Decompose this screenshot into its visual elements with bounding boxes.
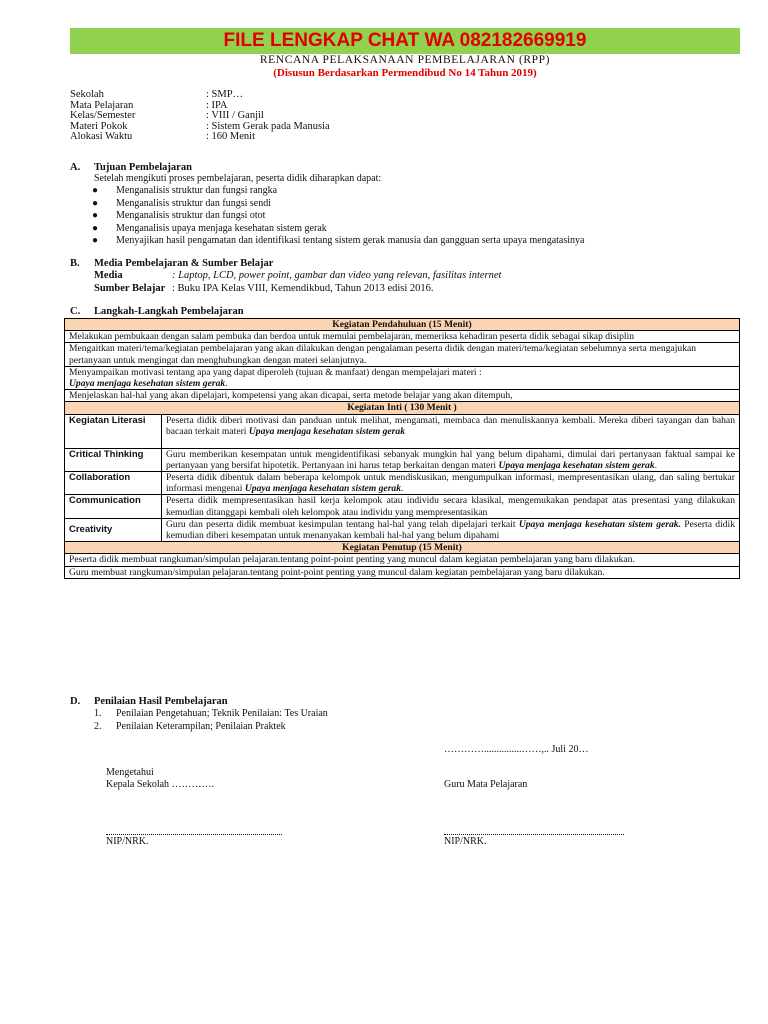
info-row: [70, 90, 330, 101]
table-row: Guru membuat rangkuman/simpulan pelajaran.tentang point-point penting yang muncul dalam kegiatan pembelajaran yang baru dilakukan.: [65, 566, 740, 578]
list-item: ● Menganalisis upaya menjaga kesehatan sistem gerak: [92, 222, 327, 234]
section-d-heading: [70, 696, 228, 707]
table-cell: Peserta didik dibentuk dalam beberapa kelompok untuk mendiskusikan, mengumpulkan informasi, mempresentasikan ulang, dan saling bertukar informasi mengenai Upaya menjaga kesehatan sistem gerak.: [162, 472, 740, 495]
page-title: RENCANA PELAKSANAAN PEMBELAJARAN (RPP): [259, 54, 551, 66]
row-label: Communication: [65, 495, 162, 518]
assessment-list: [94, 708, 328, 733]
bullet-icon: ●: [92, 210, 99, 222]
table-row: Peserta didik membuat rangkuman/simpulan pelajaran.tentang point-point penting yang muncul dalam kegiatan pembelajaran yang baru dilakukan.: [65, 554, 740, 566]
info-row: [70, 132, 330, 143]
info-value: : 160 Menit: [206, 131, 255, 142]
info-value: : SMP…: [206, 89, 244, 100]
table-header-inti: Kegiatan Inti ( 130 Menit ): [65, 402, 740, 414]
info-row: [70, 111, 330, 122]
list-item: ● Menganalisis struktur dan fungsi sendi: [92, 197, 271, 209]
date-line: …………...............……,.. Juli 20…: [444, 744, 589, 755]
row-label: Critical Thinking: [65, 448, 162, 471]
guru-label: Guru Mata Pelajaran: [444, 779, 528, 790]
list-item: 1. Penilaian Pengetahuan; Teknik Penilaian: Tes Uraian: [94, 708, 328, 719]
list-item: ● Menganalisis struktur dan fungsi rangka: [92, 185, 278, 196]
table-row: Menyampaikan motivasi tentang apa yang dapat diperoleh (tujuan & manfaat) dengan mempelajari materi : Upaya menjaga kesehatan sistem gerak.: [65, 366, 740, 389]
bullet-icon: ●: [92, 185, 99, 196]
section-number: C.: [70, 306, 81, 317]
table-row: Menjelaskan hal-hal yang akan dipelajari, kompetensi yang akan dicapai, serta metode belajar yang akan ditempuh,: [65, 390, 740, 402]
table-cell: Guru memberikan kesempatan untuk mengidentifikasi sebanyak mungkin hal yang belum dipahami, dimulai dari pertanyaan faktual sampai ke pertanyaan yang bersifat hipotetik. Pertanyaan ini harus tetap berkaitan dengan materi Upaya menjaga kesehatan sistem gerak.: [162, 448, 740, 471]
section-title: Penilaian Hasil Pembelajaran: [94, 696, 228, 707]
row-label: Collaboration: [65, 472, 162, 495]
info-key: Materi Pokok: [70, 120, 128, 132]
list-item: 2. Penilaian Keterampilan; Penilaian Praktek: [94, 720, 286, 732]
section-b-heading: [70, 258, 273, 269]
nip-left: NIP/NRK.: [106, 836, 149, 847]
bullet-icon: ●: [92, 222, 99, 234]
section-number: A.: [70, 162, 81, 173]
info-value: : IPA: [206, 99, 228, 111]
info-value: : VIII / Ganjil: [206, 110, 264, 121]
media-row: Media : Laptop, LCD, power point, gambar dan video yang relevan, fasilitas internet: [94, 270, 502, 281]
table-header-penutup: Kegiatan Penutup (15 Menit): [65, 542, 740, 554]
signature-line-right: [444, 834, 624, 835]
nip-right: NIP/NRK.: [444, 836, 487, 847]
section-title: Media Pembelajaran & Sumber Belajar: [94, 258, 274, 269]
bullet-icon: ●: [92, 197, 99, 209]
table-cell: Peserta didik diberi motivasi dan panduan untuk melihat, mengamati, membaca dan menuliskannya kembali. Mereka diberi tayangan dan bahan bacaan terkait materi Upaya menjaga kesehatan sistem gerak: [162, 414, 740, 448]
list-item: ● Menganalisis struktur dan fungsi otot: [92, 210, 266, 222]
info-key: Alokasi Waktu: [70, 131, 133, 142]
bullet-icon: ●: [92, 235, 99, 247]
objective-list: [92, 185, 584, 248]
signature-line-left: [106, 834, 282, 835]
mengetahui-label: Mengetahui: [106, 767, 154, 778]
table-row: Melakukan pembukaan dengan salam pembuka dan berdoa untuk memulai pembelajaran, memeriksa kehadiran peserta didik sebagai sikap disiplin: [65, 331, 740, 343]
info-value: : Sistem Gerak pada Manusia: [206, 120, 330, 132]
section-a-intro: Setelah mengikuti proses pembelajaran, peserta didik diharapkan dapat:: [94, 173, 382, 184]
table-header-pendahuluan: Kegiatan Pendahuluan (15 Menit): [65, 319, 740, 331]
identity-block: [70, 90, 330, 143]
section-number: D.: [70, 696, 81, 707]
banner: FILE LENGKAP CHAT WA 082182669919: [70, 28, 740, 54]
list-item: ● Menyajikan hasil pengamatan dan identifikasi tentang sistem gerak manusia dan gangguan serta upaya mengatasinya: [92, 235, 585, 247]
media-block: [94, 270, 501, 295]
page-subtitle: (Disusun Berdasarkan Permendibud No 14 Tahun 2019): [273, 67, 537, 79]
info-key: Kelas/Semester: [70, 110, 136, 121]
table-cell: Peserta didik mempresentasikan hasil kerja kelompok atau individu secara klasikal, mengemukakan pendapat atas presentasi yang dilakukan kemudian ditanggapi kembali oleh kelompok atau individu yang mempresentasikan: [162, 495, 740, 518]
section-title: Tujuan Pembelajaran: [94, 162, 192, 173]
info-key: Sekolah: [70, 89, 104, 100]
section-title: Langkah-Langkah Pembelajaran: [94, 306, 244, 317]
table-row: Mengaitkan materi/tema/kegiatan pembelajaran yang akan dilakukan dengan pengalaman peserta didik dengan materi/tema/kegiatan sebelumnya serta mengajukan pertanyaan untuk mengingat dan menghubungkan dengan materi selanjutnya.: [65, 343, 740, 366]
table-cell: Guru dan peserta didik membuat kesimpulan tentang hal-hal yang telah dipelajari terkait Upaya menjaga kesehatan sistem gerak. Peserta didik kemudian diberi kesempatan untuk menanyakan kembali hal-hal yang belum dipahami: [162, 518, 740, 541]
row-label: Creativity: [65, 518, 162, 541]
info-key: Mata Pelajaran: [70, 99, 134, 111]
section-c-heading: [70, 306, 244, 317]
kepala-sekolah-label: Kepala Sekolah ………….: [106, 779, 215, 790]
section-number: B.: [70, 258, 80, 269]
row-label: Kegiatan Literasi: [65, 414, 162, 448]
section-a-heading: [70, 162, 192, 173]
sumber-row: Sumber Belajar : Buku IPA Kelas VIII, Kemendikbud, Tahun 2013 edisi 2016.: [94, 282, 434, 294]
lesson-steps-table: [64, 318, 740, 579]
